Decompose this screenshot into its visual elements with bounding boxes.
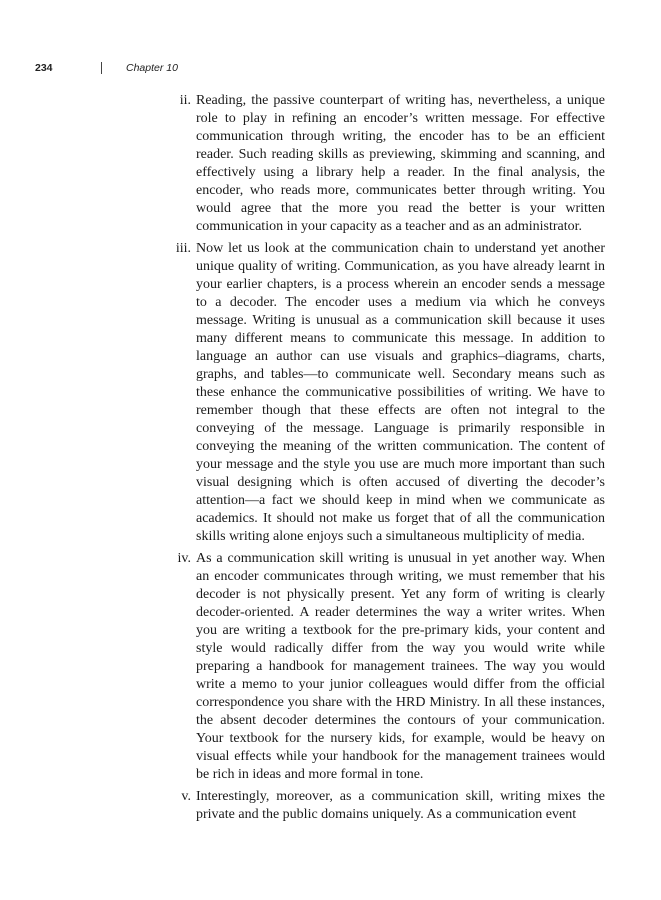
list-item-text: As a communication skill writing is unusual in yet another way. When an encoder communicates through writing, we must remember that his decoder is not physically present. Yet any form of writing is clearly decoder-oriented. A reader determines the way a writer writes. When you are writing a textbook for the pre-primary kids, your content and style would radically differ from the way you would write while preparing a handbook for management trainees. The way you would write a memo to your junior colleagues would differ from the official correspondence you share with the HRD Ministry. In all these instances, the absent decoder determines the contours of your communication. Your textbook for the nursery kids, for example, would be heavy on visual effects while your handbook for the management trainees would be rich in ideas and more formal in tone.: [196, 551, 605, 782]
running-head: [35, 60, 178, 76]
page-number: 234: [35, 62, 53, 74]
header-divider: [101, 62, 102, 74]
list-item: [160, 788, 605, 824]
list-item-number: iv.: [177, 551, 191, 566]
list-item-number: ii.: [179, 93, 191, 108]
list-item-text: Interestingly, moreover, as a communication skill, writing mixes the private and the public domains uniquely. As a communication event: [196, 789, 605, 822]
list-item: [160, 240, 605, 546]
list-item: [160, 550, 605, 784]
list-item-text: Now let us look at the communication chain to understand yet another unique quality of writing. Communication, as you have already learnt in your earlier chapters, is a process wherein an encoder sends a message to a decoder. The encoder uses a medium via which he conveys message. Writing is unusual as a communication skill because it uses many different means to communicate this message. In addition to language an author can use visuals and graphics–diagrams, charts, graphs, and tables—to communicate well. Secondary means such as these enhance the communicative possibilities of writing. We have to remember though that these effects are often not integral to the conveying of the message. Language is primarily responsible in conveying the meaning of the written communication. The content of your message and the style you use are much more important than such visual designing which is often accused of diverting the decoder’s attention—a fact we should keep in mind when we communicate as academics. It should not make us forget that of all the communication skills writing alone enjoys such a simultaneous multiplicity of media.: [196, 241, 605, 544]
list-item-number: iii.: [175, 241, 191, 256]
numbered-list: [160, 92, 605, 824]
chapter-label: Chapter 10: [126, 62, 178, 74]
list-item: [160, 92, 605, 236]
list-item-text: Reading, the passive counterpart of writing has, nevertheless, a unique role to play in refining an encoder’s written message. For effective communication through writing, the encoder has to be an efficient reader. Such reading skills as previewing, skimming and scanning, and effectively using a library help a reader. In the final analysis, the encoder, who reads more, communicates better through writing. You would agree that the more you read the better is your written communication in your capacity as a teacher and as an administrator.: [196, 93, 605, 234]
list-item-number: v.: [181, 789, 191, 804]
